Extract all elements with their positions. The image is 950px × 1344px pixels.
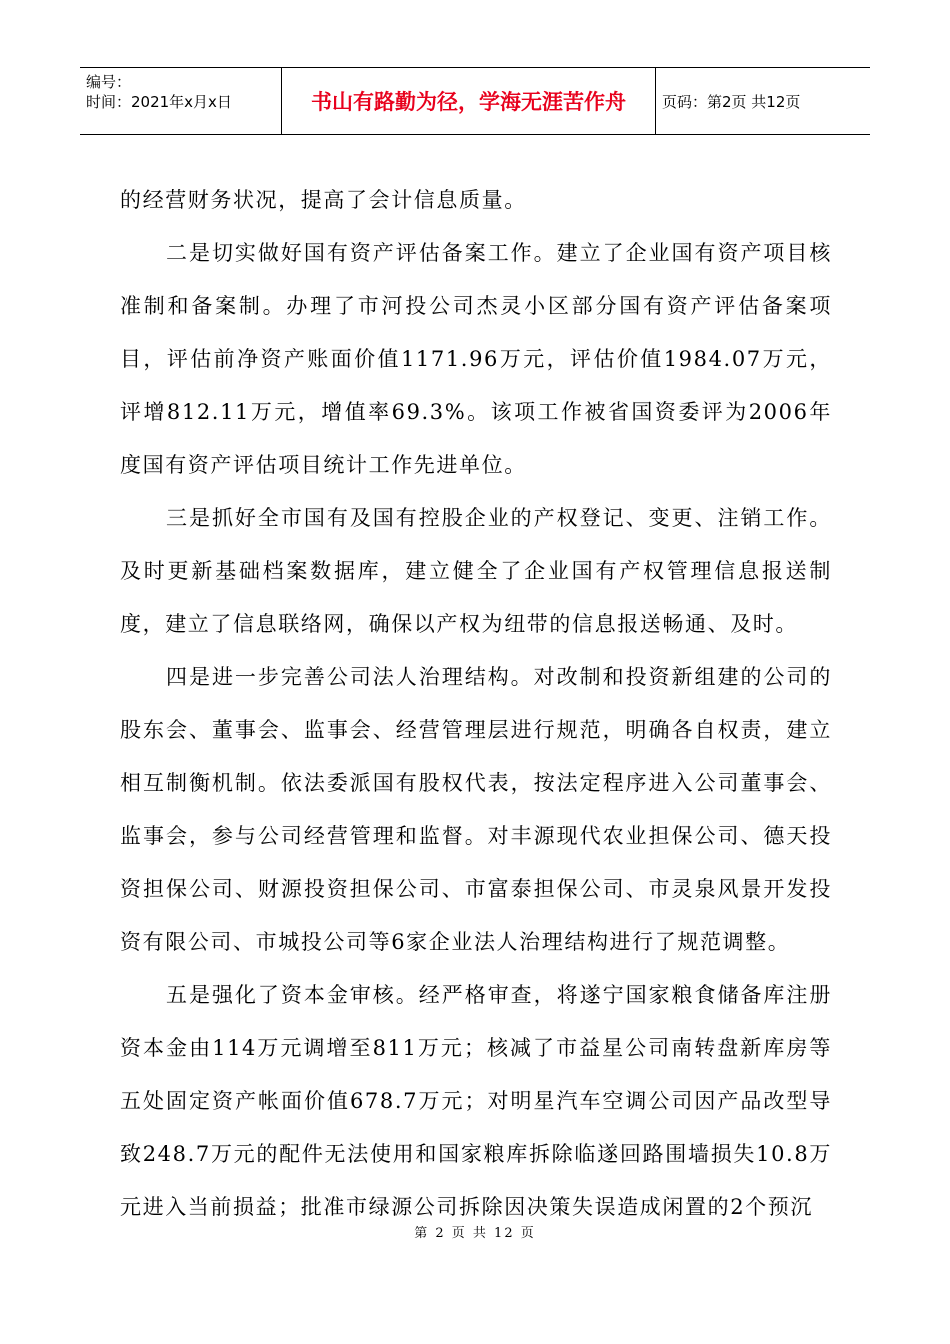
paragraph-capital-review: 五是强化了资本金审核。经严格审查，将遂宁国家粮食储备库注册资本金由114万元调增至811万元；核减了市益星公司南转盘新库房等五处固定资产帐面价值678.7万元；对明星汽车空调公司因产品改型导致248.7万元的配件无法使用和国家粮库拆除临遂回路围墙损失10.8万元进入当前损益；批准市绿源公司拆除因决策失误造成闲置的2个预沉 bbox=[120, 983, 832, 1219]
page-header bbox=[80, 67, 870, 135]
document-time-label: 时间：2021年x月x日 bbox=[86, 93, 232, 111]
paragraph-asset-evaluation: 二是切实做好国有资产评估备案工作。建立了企业国有资产项目核准制和备案制。办理了市河投公司杰灵小区部分国有资产评估备案项目，评估前净资产账面价值1171.96万元，评估价值1984.07万元，评增812.11万元，增值率69.3%。该项工作被省国资委评为2006年度国有资产评估项目统计工作先进单位。 bbox=[120, 241, 832, 477]
paragraph-property-registration: 三是抓好全市国有及国有控股企业的产权登记、变更、注销工作。及时更新基础档案数据库，建立健全了企业国有产权管理信息报送制度，建立了信息联络网，确保以产权为纽带的信息报送畅通、及时。 bbox=[120, 506, 832, 636]
document-body bbox=[120, 174, 832, 1234]
header-page-info: 页码：第2页 共12页 bbox=[662, 92, 801, 111]
header-motto: 书山有路勤为径，学海无涯苦作舟 bbox=[282, 68, 656, 134]
header-meta bbox=[80, 68, 282, 134]
page-footer: 第 2 页 共 12 页 bbox=[414, 1226, 536, 1241]
document-number-label: 编号： bbox=[86, 73, 132, 91]
paragraph-continuation: 的经营财务状况，提高了会计信息质量。 bbox=[120, 188, 527, 212]
paragraph-corporate-governance: 四是进一步完善公司法人治理结构。对改制和投资新组建的公司的股东会、董事会、监事会、经营管理层进行规范，明确各自权责，建立相互制衡机制。依法委派国有股权代表，按法定程序进入公司董事会、监事会，参与公司经营管理和监督。对丰源现代农业担保公司、德天投资担保公司、财源投资担保公司、市富泰担保公司、市灵泉风景开发投资有限公司、市城投公司等6家企业法人治理结构进行了规范调整。 bbox=[120, 665, 832, 954]
